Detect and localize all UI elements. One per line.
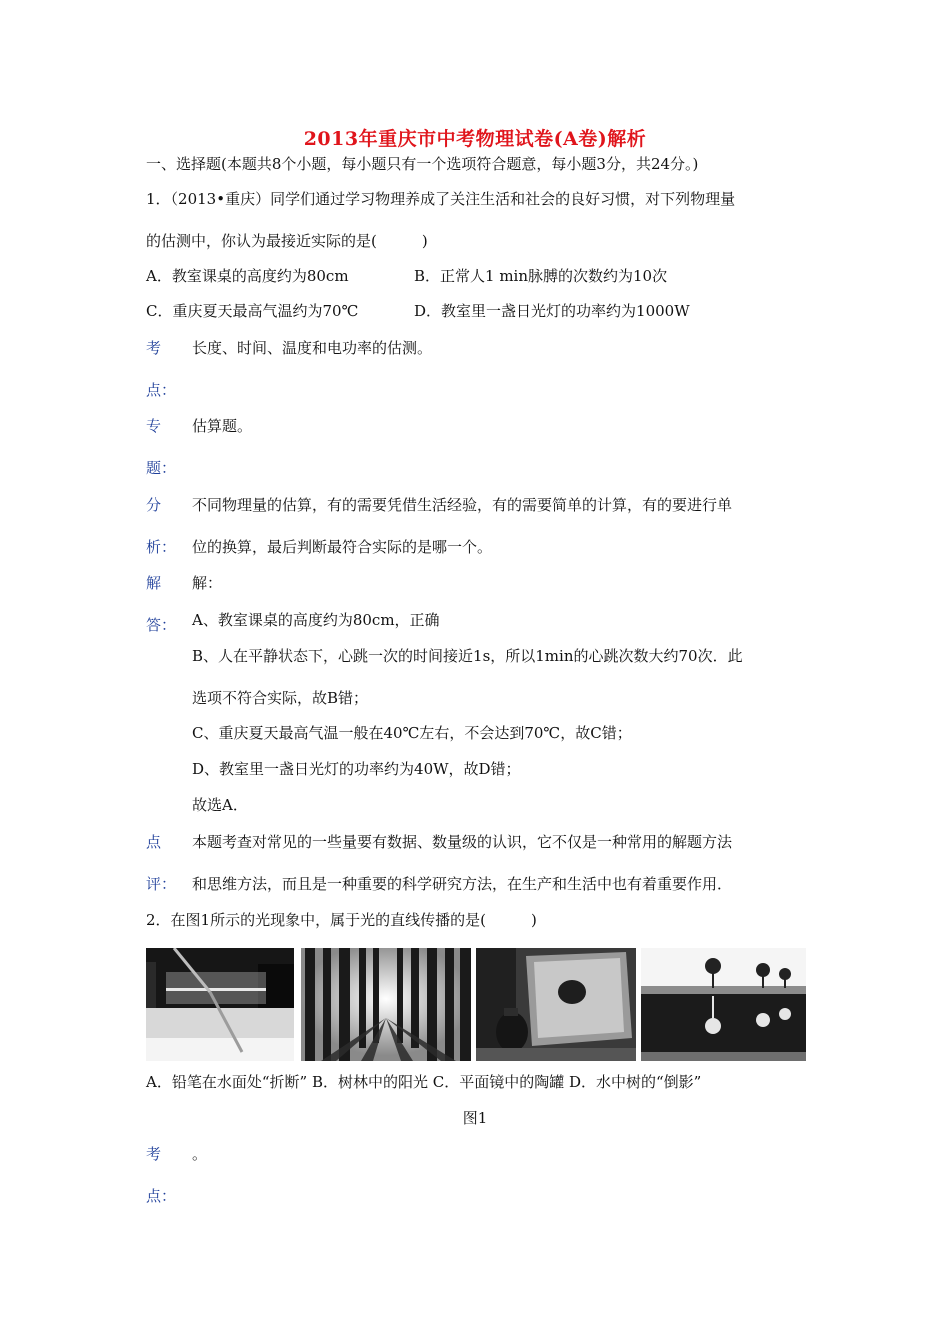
jieda-text-2: B、人在平静状态下，心跳一次的时间接近1s，所以1min的心跳次数大约70次．此 [192,647,743,665]
figure-caption: 图1 [462,1109,488,1127]
jieda-text-6: 故选A． [192,796,248,814]
fenxi-label-2: 析： [146,538,177,556]
section-heading: 一、选择题(本题共8个小题，每小题只有一个选项符合题意，每小题3分，共24分。) [146,155,699,173]
jieda-text-4: C、重庆夏天最高气温一般在40℃左右，不会达到70℃，故C错； [192,724,632,742]
q2-stem: 2．在图1所示的光现象中，属于光的直线传播的是( ) [146,911,537,929]
q2-kaodian-label-2: 点： [146,1187,177,1205]
q1-stem-line-2: 的估测中，你认为最接近实际的是( ) [146,232,428,250]
q2-options: A．铅笔在水面处“折断” B．树林中的阳光 C．平面镜中的陶罐 D．水中树的“倒影” [146,1073,702,1091]
q1-stem-line-1: 1．（2013•重庆）同学们通过学习物理养成了关注生活和社会的良好习惯，对下列物理量 [146,190,736,208]
dianping-text-2: 和思维方法，而且是一种重要的科学研究方法，在生产和生活中也有着重要作用． [192,875,733,893]
q1-option-c: C．重庆夏天最高气温约为70℃ [146,302,359,320]
page-title: 2013年重庆市中考物理试卷(A卷)解析 [303,128,647,150]
kaodian-label: 考 [146,339,162,357]
jieda-text-5: D、教室里一盏日光灯的功率约为40W，故D错； [192,760,521,778]
kaodian-label-2: 点： [146,381,177,399]
kaodian-text: 长度、时间、温度和电功率的估测。 [192,339,433,357]
zhuanti-label-2: 题： [146,459,177,477]
q2-kaodian-label: 考 [146,1145,162,1163]
jieda-label-2: 答： [146,616,177,634]
dianping-label-2: 评： [146,875,177,893]
photo-forest-sunlight [301,948,471,1061]
dianping-text-1: 本题考查对常见的一些量要有数据、数量级的认识，它不仅是一种常用的解题方法 [192,833,733,851]
dianping-label: 点 [146,833,162,851]
jieda-label: 解 [146,574,162,592]
q1-option-d: D．教室里一盏日光灯的功率约为1000W [414,302,690,320]
photo-tree-reflection [641,948,806,1061]
q2-kaodian-text: 。 [192,1145,208,1163]
photo-mirror-jar [476,948,636,1061]
fenxi-text-1: 不同物理量的估算，有的需要凭借生活经验，有的需要简单的计算，有的要进行单 [192,496,733,514]
q1-option-a: A．教室课桌的高度约为80cm [146,267,349,285]
jieda-text-0: 解： [192,574,223,592]
jieda-text-1: A、教室课桌的高度约为80cm，正确 [192,611,440,629]
photo-pencil-in-water [146,948,294,1061]
fenxi-label: 分 [146,496,162,514]
zhuanti-text: 估算题。 [192,417,253,435]
jieda-text-3: 选项不符合实际，故B错； [192,689,369,707]
zhuanti-label: 专 [146,417,162,435]
fenxi-text-2: 位的换算，最后判断最符合实际的是哪一个。 [192,538,493,556]
q1-option-b: B．正常人1 min脉膊的次数约为10次 [414,267,668,285]
